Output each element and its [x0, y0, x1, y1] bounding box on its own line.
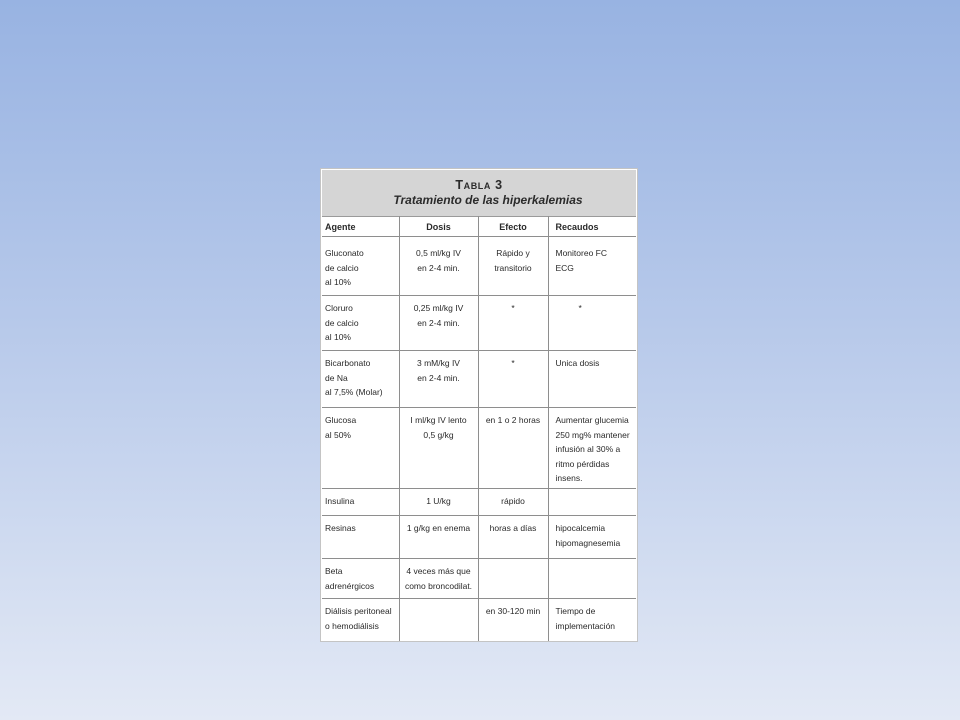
cell-efecto: rápido [478, 489, 548, 516]
cell-agente: Insulina [322, 489, 399, 516]
cell-agente: Gluconato de calcio al 10% [322, 237, 399, 296]
cell-dosis: 0,5 ml/kg IV en 2-4 min. [399, 237, 478, 296]
cell-agente: Resinas [322, 516, 399, 559]
cell-dosis [399, 599, 478, 641]
cell-efecto: horas a días [478, 516, 548, 559]
cell-recaudos: Monitoreo FC ECG [548, 237, 636, 296]
cell-recaudos: Aumentar glucemia 250 mg% mantener infusión al 30% a ritmo pérdidas insens. [548, 408, 636, 489]
table-label: Tabla 3 [455, 178, 503, 192]
treatment-table [322, 216, 636, 641]
cell-agente: Cloruro de calcio al 10% [322, 296, 399, 351]
table-title-band [322, 170, 636, 216]
table-row [322, 237, 636, 296]
cell-agente: Beta adrenérgicos [322, 559, 399, 599]
header-efecto: Efecto [478, 217, 548, 237]
cell-efecto: * [478, 296, 548, 351]
cell-recaudos: Tiempo de implementación [548, 599, 636, 641]
cell-recaudos: Unica dosis [548, 351, 636, 408]
table-row [322, 599, 636, 641]
table-figure [320, 168, 638, 642]
header-recaudos: Recaudos [548, 217, 636, 237]
cell-recaudos: hipocalcemia hipomagnesemia [548, 516, 636, 559]
cell-agente: Bicarbonato de Na al 7,5% (Molar) [322, 351, 399, 408]
cell-efecto: Rápido y transitorio [478, 237, 548, 296]
table-row [322, 559, 636, 599]
cell-recaudos [548, 489, 636, 516]
cell-dosis: 0,25 ml/kg IV en 2-4 min. [399, 296, 478, 351]
cell-agente: Glucosa al 50% [322, 408, 399, 489]
cell-dosis: 1 g/kg en enema [399, 516, 478, 559]
table-row [322, 516, 636, 559]
cell-efecto [478, 559, 548, 599]
table-row [322, 296, 636, 351]
table-row [322, 489, 636, 516]
cell-dosis: 1 U/kg [399, 489, 478, 516]
table-row [322, 408, 636, 489]
cell-dosis: 4 veces más que como broncodilat. [399, 559, 478, 599]
header-dosis: Dosis [399, 217, 478, 237]
cell-efecto: en 1 o 2 horas [478, 408, 548, 489]
cell-dosis: I ml/kg IV lento 0,5 g/kg [399, 408, 478, 489]
table-title: Tratamiento de las hiperkalemias [393, 193, 583, 207]
table-row [322, 351, 636, 408]
header-agente: Agente [322, 217, 399, 237]
cell-dosis: 3 mM/kg IV en 2-4 min. [399, 351, 478, 408]
cell-recaudos: * [548, 296, 636, 351]
cell-agente: Diálisis peritoneal o hemodiálisis [322, 599, 399, 641]
table-header-row [322, 217, 636, 237]
cell-recaudos [548, 559, 636, 599]
cell-efecto: en 30-120 min [478, 599, 548, 641]
cell-efecto: * [478, 351, 548, 408]
